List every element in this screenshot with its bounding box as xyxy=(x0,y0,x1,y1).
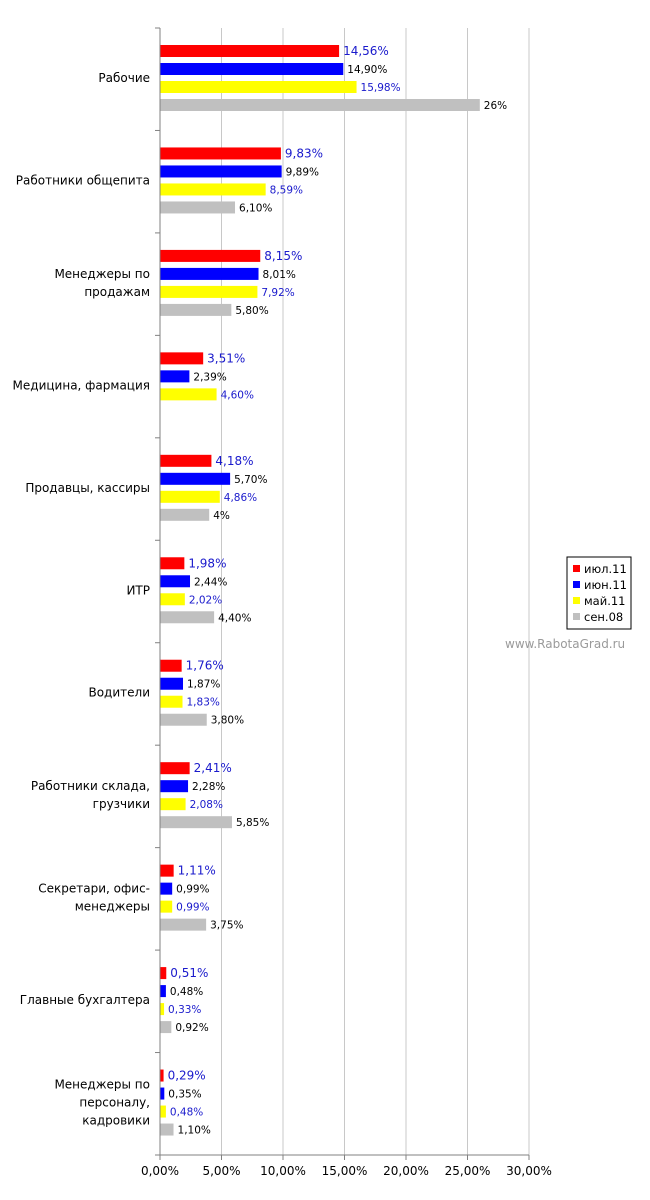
data-label: 0,29% xyxy=(167,1068,206,1083)
data-label: 0,48% xyxy=(169,986,204,999)
data-label: 4,40% xyxy=(218,612,252,625)
data-label: 5,85% xyxy=(235,817,270,830)
bar xyxy=(160,147,281,159)
bar xyxy=(160,304,231,316)
bar xyxy=(160,1003,164,1015)
category-label: Секретари, офис- xyxy=(38,881,150,896)
category-label: ИТР xyxy=(126,583,150,598)
bar xyxy=(160,919,206,931)
bar xyxy=(160,1088,164,1100)
bar xyxy=(160,1021,171,1033)
data-label: 9,83% xyxy=(284,146,324,161)
category-label: менеджеры xyxy=(74,899,150,914)
data-label: 2,28% xyxy=(192,781,226,794)
data-label: 8,15% xyxy=(264,248,303,263)
data-label: 1,11% xyxy=(177,863,216,878)
data-label: 1,76% xyxy=(185,658,224,673)
data-label: 8,01% xyxy=(262,268,296,281)
bar xyxy=(160,370,189,382)
legend-label: май.11 xyxy=(584,594,626,608)
bar xyxy=(160,286,257,298)
data-label: 7,92% xyxy=(261,286,295,299)
data-label: 2,44% xyxy=(194,576,228,589)
bar xyxy=(160,473,230,485)
bar xyxy=(160,250,260,262)
category-label: продажам xyxy=(84,284,150,299)
legend-label: сен.08 xyxy=(584,610,624,624)
data-label: 0,51% xyxy=(170,966,209,981)
data-label: 0,99% xyxy=(176,901,210,914)
data-label: 3,80% xyxy=(210,714,245,727)
bar xyxy=(160,201,235,213)
data-label: 1,87% xyxy=(187,678,221,691)
data-label: 2,39% xyxy=(193,371,227,384)
data-label: 2,08% xyxy=(189,799,223,812)
legend xyxy=(567,557,631,629)
legend-swatch xyxy=(573,581,580,588)
bar xyxy=(160,45,339,57)
x-tick-label: 10,00% xyxy=(260,1164,306,1178)
legend-label: июл.11 xyxy=(584,562,627,576)
category-label: Продавцы, кассиры xyxy=(25,480,150,495)
bar xyxy=(160,165,282,177)
x-tick-label: 15,00% xyxy=(321,1164,368,1178)
x-tick-label: 30,00% xyxy=(506,1164,552,1178)
bar xyxy=(160,660,182,672)
data-label: 15,98% xyxy=(360,82,401,94)
data-label: 0,33% xyxy=(168,1004,202,1017)
bar xyxy=(160,183,266,195)
bar xyxy=(160,81,357,93)
data-label: 1,83% xyxy=(186,696,220,709)
bar xyxy=(160,714,207,726)
bar xyxy=(160,883,172,895)
data-label: 0,48% xyxy=(169,1106,204,1119)
bar xyxy=(160,1124,174,1136)
bar xyxy=(160,352,203,364)
bar xyxy=(160,509,209,521)
category-label: Водители xyxy=(88,685,150,700)
bar xyxy=(160,557,184,569)
data-label: 4,60% xyxy=(220,389,254,402)
bar xyxy=(160,865,174,877)
data-label: 1,10% xyxy=(177,1124,211,1137)
category-label: Менеджеры по xyxy=(54,266,150,281)
bar xyxy=(160,1070,164,1082)
bar xyxy=(160,1106,166,1118)
data-label: 4% xyxy=(213,509,230,522)
legend-label: июн.11 xyxy=(584,578,627,592)
data-label: 26% xyxy=(483,100,508,112)
bar xyxy=(160,901,172,913)
bar xyxy=(160,678,183,690)
bar xyxy=(160,798,186,810)
bar xyxy=(160,985,166,997)
data-label: 4,18% xyxy=(215,453,254,468)
bar xyxy=(160,63,343,75)
x-tick-label: 20,00% xyxy=(383,1164,429,1178)
x-tick-label: 0,00% xyxy=(140,1164,180,1178)
watermark-text: www.RabotaGrad.ru xyxy=(505,637,626,651)
category-label: Рабочие xyxy=(98,71,150,85)
data-label: 3,51% xyxy=(207,351,246,366)
bar xyxy=(160,575,190,587)
bar xyxy=(160,491,220,503)
bar xyxy=(160,780,188,792)
x-tick-label: 25,00% xyxy=(444,1164,491,1178)
category-label: кадровики xyxy=(82,1113,150,1128)
bar xyxy=(160,816,232,828)
category-label: Главные бухгалтера xyxy=(19,993,150,1008)
x-tick-label: 5,00% xyxy=(202,1164,241,1178)
bar xyxy=(160,388,217,400)
data-label: 14,56% xyxy=(343,44,389,58)
category-label: грузчики xyxy=(92,797,150,812)
bar xyxy=(160,99,480,111)
category-label: Работники общепита xyxy=(15,173,150,188)
bar xyxy=(160,455,211,467)
data-label: 9,89% xyxy=(285,166,320,179)
x-tick-labels xyxy=(141,1164,552,1178)
data-label: 3,75% xyxy=(210,919,244,932)
bar xyxy=(160,762,190,774)
data-label: 14,90% xyxy=(347,64,388,76)
category-labels xyxy=(13,71,150,1128)
bar xyxy=(160,967,166,979)
bar xyxy=(160,268,259,280)
data-label: 1,98% xyxy=(188,556,227,571)
data-label: 5,80% xyxy=(235,304,269,317)
data-label: 2,02% xyxy=(188,594,223,607)
data-label: 0,92% xyxy=(175,1022,209,1035)
bar xyxy=(160,696,183,708)
data-label: 5,70% xyxy=(234,473,268,486)
bar xyxy=(160,611,214,623)
data-label: 0,99% xyxy=(176,883,210,896)
legend-swatch xyxy=(573,613,580,620)
category-label: Менеджеры по xyxy=(54,1077,150,1092)
category-label: Медицина, фармация xyxy=(12,378,150,393)
grid-lines xyxy=(222,28,530,1155)
category-label: персоналу, xyxy=(79,1095,150,1110)
bar xyxy=(160,593,185,605)
legend-swatch xyxy=(573,597,580,604)
data-label: 2,41% xyxy=(193,761,232,776)
category-label: Работники склада, xyxy=(30,779,150,794)
legend-swatch xyxy=(573,565,580,572)
data-label: 0,35% xyxy=(168,1088,202,1101)
data-label: 4,86% xyxy=(223,491,258,504)
data-label: 6,10% xyxy=(239,202,273,215)
data-label: 8,59% xyxy=(269,184,304,197)
